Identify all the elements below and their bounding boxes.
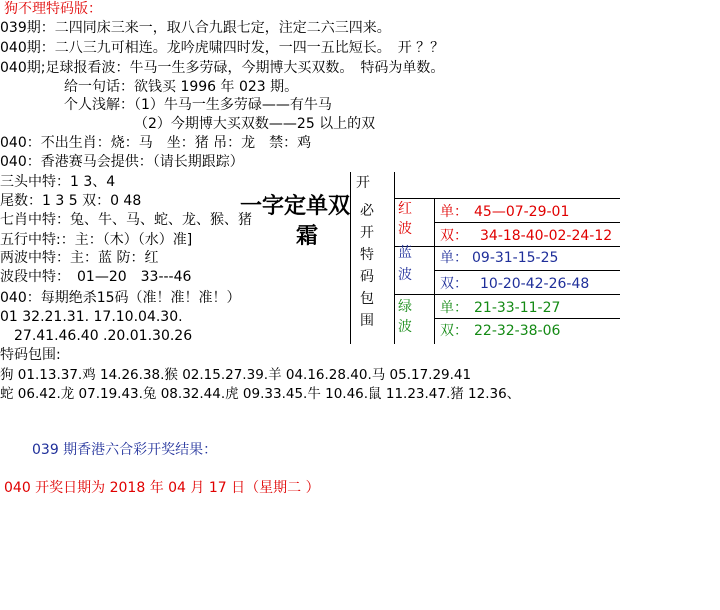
prophecy-040-b: 040期;足球报看波：牛马一生多劳碌，今期博大买双数。 特码为单数。 <box>0 60 445 76</box>
red-even-numbers: 34-18-40-02-24-12 <box>480 228 613 244</box>
kill-15: 040：每期绝杀15码（准！准！准！） <box>0 290 241 306</box>
wave-label-green: 波 <box>398 319 412 335</box>
numbers-row-1: 01 32.21.31. 17.10.04.30. <box>0 309 183 325</box>
blue-odd-numbers: 09-31-15-25 <box>472 250 559 266</box>
wave-label-green: 绿 <box>398 299 412 315</box>
wave-label-blue: 蓝 <box>398 245 412 261</box>
green-even-tag: 双： <box>440 323 468 339</box>
wrap-row-2: 蛇 06.42.龙 07.19.43.兔 08.32.44.虎 09.33.45.牛 10.46.鼠 11.23.47.猪 12.36、 <box>0 386 521 402</box>
banner-line-1: 一字定单双 <box>240 194 351 219</box>
wave-label-blue: 波 <box>398 267 412 283</box>
wrap-table <box>350 172 620 344</box>
side-label-char: 必 <box>360 203 374 219</box>
wrap-title: 特码包围: <box>0 347 61 363</box>
five-elements: 五行中特:：主：（木）（水）准] <box>0 232 193 248</box>
tail-numbers: 尾数：1 3 5 双：0 48 <box>0 193 142 209</box>
hint-line: 给一句话：欲钱买 1996 年 023 期。 <box>64 79 299 95</box>
table-open-label: 开 <box>356 175 370 191</box>
red-odd-numbers: 45—07-29-01 <box>474 204 570 220</box>
provider-line: 040：香港赛马会提供：（请长期跟踪） <box>0 154 244 170</box>
prophecy-039: 039期：二四同床三来一，取八合九跟七定，注定二六三四来。 <box>0 20 391 36</box>
wave-band: 波段中特： 01—20 33---46 <box>0 269 192 285</box>
side-label-char: 包 <box>360 291 374 307</box>
wrap-row-1: 狗 01.13.37.鸡 14.26.38.猴 02.15.27.39.羊 04.16.28.40.马 05.17.29.41 <box>0 367 472 383</box>
green-even-numbers: 22-32-38-06 <box>474 323 561 339</box>
banner-line-2: 霜 <box>296 224 319 249</box>
result-title: 039 期香港六合彩开奖结果： <box>32 442 218 458</box>
prophecy-040-a: 040期：二八三九可相连。龙吟虎啸四时发，一四一五比短长。 开 ？？ <box>0 40 445 56</box>
side-label-char: 开 <box>360 225 374 241</box>
red-even-tag: 双： <box>440 228 468 244</box>
head-numbers: 三头中特：1 3、4 <box>0 174 116 190</box>
blue-odd-tag: 单： <box>440 250 468 266</box>
side-label-char: 码 <box>360 269 374 285</box>
interpretation-1: 个人浅解：（1）牛马一生多劳碌——有牛马 <box>64 97 332 113</box>
green-odd-numbers: 21-33-11-27 <box>474 300 561 316</box>
excluded-zodiac: 040：不出生肖：烧：马 坐：猪 吊：龙 禁：鸡 <box>0 135 312 151</box>
side-label-char: 围 <box>360 313 374 329</box>
interpretation-2: （2）今期博大买双数——25 以上的双 <box>134 116 376 132</box>
blue-even-tag: 双： <box>440 276 468 292</box>
two-waves: 两波中特：主：蓝 防：红 <box>0 250 159 266</box>
wave-label-red: 波 <box>398 221 412 237</box>
numbers-row-2: 27.41.46.40 .20.01.30.26 <box>0 328 193 344</box>
wave-label-red: 红 <box>398 201 412 217</box>
draw-date: 040 开奖日期为 2018 年 04 月 17 日（星期二 ） <box>4 480 320 496</box>
side-label-char: 特 <box>360 247 374 263</box>
seven-zodiac: 七肖中特：兔、牛、马、蛇、龙、猴、猪 <box>0 212 252 228</box>
red-odd-tag: 单： <box>440 204 468 220</box>
page-title: 狗不理特码版： <box>4 1 102 17</box>
green-odd-tag: 单： <box>440 300 468 316</box>
blue-even-numbers: 10-20-42-26-48 <box>480 276 590 292</box>
